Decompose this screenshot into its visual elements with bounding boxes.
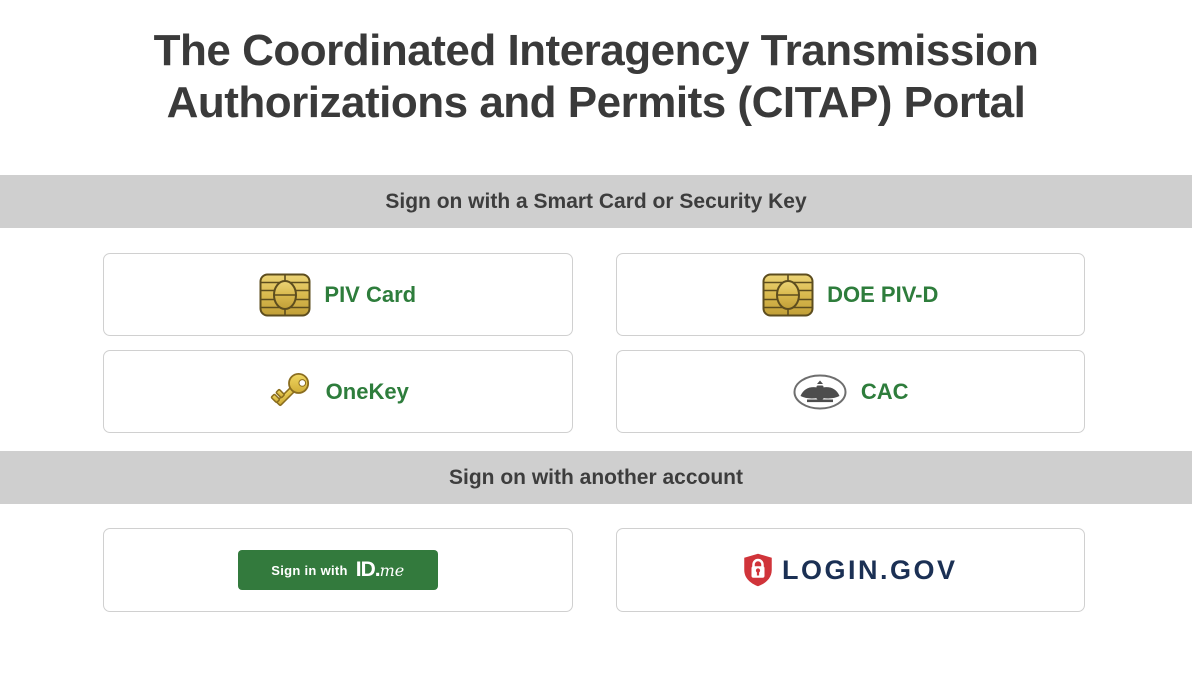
cac-button[interactable]	[616, 350, 1086, 433]
idme-sign-in-button[interactable]	[103, 528, 573, 612]
section-header-other-account-label: Sign on with another account	[449, 465, 743, 489]
idme-logo-bold: ID.	[355, 558, 380, 581]
cac-seal-icon	[792, 373, 848, 411]
smart-card-chip-icon	[259, 273, 311, 317]
page-title	[0, 25, 1192, 129]
login-gov-shield-icon	[743, 552, 773, 588]
page-title-line1: The Coordinated Interagency Transmission	[153, 26, 1039, 75]
section-header-other-account	[0, 451, 1192, 504]
onekey-button[interactable]	[103, 350, 573, 433]
page-title-line2: Authorizations and Permits (CITAP) Portal	[166, 78, 1026, 127]
piv-card-button[interactable]	[103, 253, 573, 336]
idme-brand-pill	[238, 550, 438, 590]
key-icon	[267, 369, 313, 415]
login-gov-button[interactable]	[616, 528, 1086, 612]
section-header-smart-card	[0, 175, 1192, 228]
section-header-smart-card-label: Sign on with a Smart Card or Security Key	[385, 189, 807, 213]
idme-logo-script: me	[379, 561, 405, 580]
idme-sign-in-text: Sign in with	[271, 562, 348, 578]
cac-button-label: CAC	[860, 378, 909, 404]
citap-sign-on-page	[0, 25, 1192, 674]
login-gov-button-label: LOGIN.GOV	[781, 554, 958, 585]
onekey-button-label: OneKey	[325, 378, 409, 404]
idme-logo	[356, 558, 404, 582]
other-account-button-grid	[0, 504, 1192, 612]
smart-card-chip-icon	[762, 273, 814, 317]
login-gov-logo	[743, 552, 958, 588]
doe-piv-d-button-label: DOE PIV-D	[827, 281, 939, 307]
smart-card-button-grid	[0, 228, 1192, 451]
doe-piv-d-button[interactable]	[616, 253, 1086, 336]
piv-card-button-label: PIV Card	[324, 281, 417, 307]
